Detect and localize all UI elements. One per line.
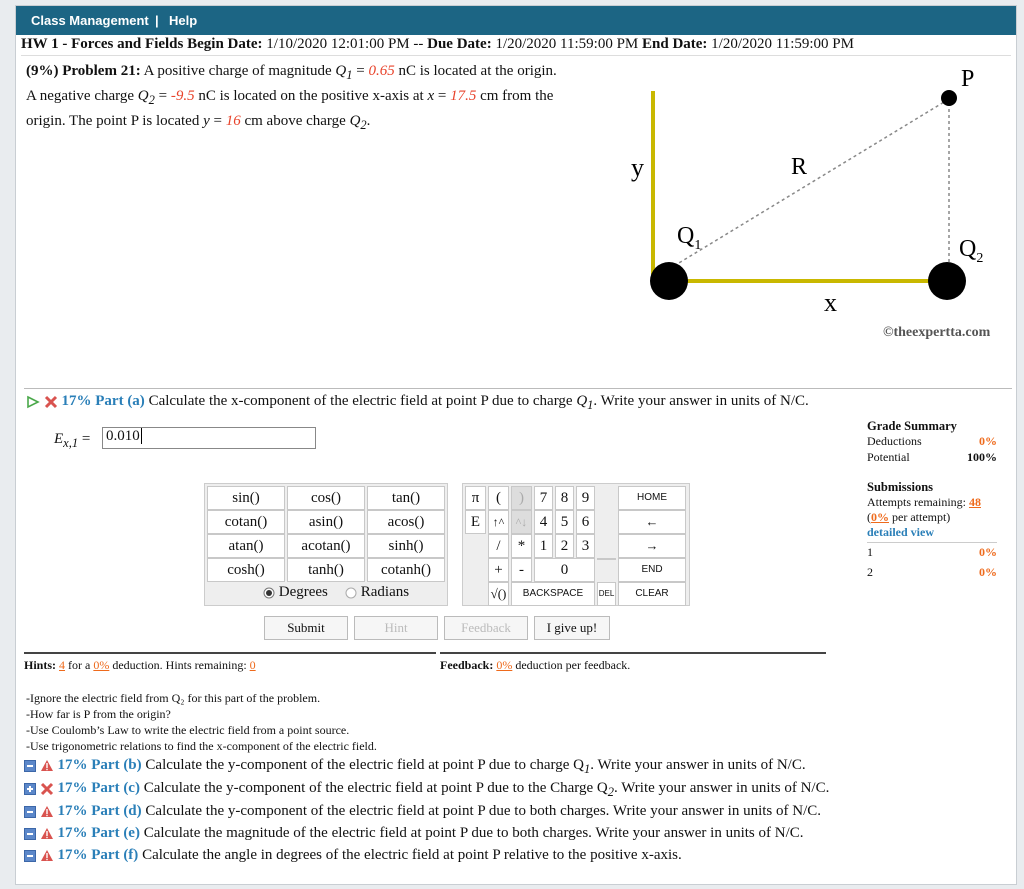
warning-icon <box>40 805 54 818</box>
calc-key-plus[interactable]: + <box>488 558 509 582</box>
warning-icon <box>40 849 54 862</box>
calc-key-right-arrow[interactable]: → <box>618 534 686 558</box>
feedback-text: deduction per feedback. <box>512 658 631 672</box>
calc-key-minus[interactable]: - <box>511 558 532 582</box>
part-a-percent: 17% Part (a) <box>61 393 145 409</box>
equals: = <box>209 113 226 129</box>
begin-date-value: 1/10/2020 12:01:00 PM -- <box>266 36 424 52</box>
q2-symbol: Q <box>349 113 361 129</box>
calc-key-down[interactable]: ^↓ <box>511 510 532 534</box>
part-b-row[interactable] <box>24 754 806 776</box>
calc-key-6[interactable]: 6 <box>576 510 595 534</box>
part-e-row[interactable] <box>24 822 804 844</box>
answer-value: 0.010 <box>106 428 140 444</box>
x-mark-icon <box>44 395 58 409</box>
calc-key-0[interactable]: 0 <box>534 558 595 582</box>
label-q1: $Q_1$ <box>677 223 702 253</box>
q1-charge-dot <box>650 262 688 300</box>
part-a-text: Calculate the x-component of the electric field at point P due to charge <box>148 393 573 409</box>
minus-box-icon[interactable] <box>24 828 36 840</box>
attempts-value: 48 <box>968 495 981 509</box>
part-b-tail: . Write your answer in units of N/C. <box>590 757 806 773</box>
detailed-view-link[interactable]: detailed view <box>867 525 934 539</box>
calc-key-left-arrow[interactable]: ← <box>618 510 686 534</box>
part-c-row[interactable] <box>24 777 829 799</box>
hint-button[interactable]: Hint <box>354 616 438 640</box>
attempts-label: Attempts remaining: <box>867 495 966 509</box>
q1-sub: 1 <box>346 68 353 82</box>
label-r: R <box>791 154 808 180</box>
hw-title: HW 1 - Forces and Fields <box>21 36 184 52</box>
calc-key-acos[interactable]: acos() <box>367 510 445 534</box>
calc-key-3[interactable]: 3 <box>576 534 595 558</box>
hint-item: -Ignore the electric field from Q₂ for this part of the problem. <box>26 691 321 705</box>
part-f-text: Calculate the angle in degrees of the electric field at point P relative to the positive x-axis. <box>142 847 682 863</box>
q1-symbol: Q <box>335 63 347 79</box>
problem-text: nC is located at the origin. <box>394 63 557 79</box>
problem-text: nC is located on the positive x-axis at <box>194 88 424 104</box>
part-c-percent: 17% Part (c) <box>57 780 140 796</box>
calc-key-dot[interactable] <box>597 558 616 560</box>
calc-key-1[interactable]: 1 <box>534 534 553 558</box>
hints-panel <box>24 652 436 754</box>
calc-key-8[interactable]: 8 <box>555 486 574 510</box>
calc-key-home[interactable]: HOME <box>618 486 686 510</box>
q2-sub: 2 <box>148 93 155 107</box>
calc-key-sinh[interactable]: sinh() <box>367 534 445 558</box>
submission-row <box>867 565 997 581</box>
problem-weight: (9%) <box>26 63 59 79</box>
calc-key-2[interactable]: 2 <box>555 534 574 558</box>
calc-key-cos[interactable]: cos() <box>287 486 365 510</box>
calc-key-cotanh[interactable]: cotanh() <box>367 558 445 582</box>
problem-label: Problem 21: <box>62 63 141 79</box>
radio-selected-icon <box>263 587 275 599</box>
submissions-title: Submissions <box>867 480 934 494</box>
function-keys <box>204 483 448 606</box>
part-d-row[interactable] <box>24 800 821 822</box>
calc-key-4[interactable]: 4 <box>534 510 553 534</box>
minus-box-icon[interactable] <box>24 760 36 772</box>
calc-key-end[interactable]: END <box>618 558 686 582</box>
hint-item: -Use trigonometric relations to find the x-component of the electric field. <box>26 739 377 753</box>
part-b-sub: 1 <box>584 762 591 776</box>
hint-item: -How far is P from the origin? <box>26 707 171 721</box>
q2-charge-dot <box>928 262 966 300</box>
feedback-button[interactable]: Feedback <box>444 616 528 640</box>
top-nav-bar <box>16 6 1016 35</box>
calc-key-asin[interactable]: asin() <box>287 510 365 534</box>
calc-key-lparen[interactable]: ( <box>488 486 509 510</box>
number-pad <box>462 483 690 606</box>
q2-value: -9.5 <box>170 88 195 104</box>
calc-key-clear[interactable]: CLEAR <box>618 582 686 606</box>
hints-pct: 0% <box>93 658 110 672</box>
hints-label: Hints: <box>24 658 57 672</box>
calc-key-5[interactable]: 5 <box>555 510 574 534</box>
problem-text: cm above charge <box>240 113 346 129</box>
submission-value: 0% <box>979 565 997 579</box>
q1-value: 0.65 <box>368 63 395 79</box>
nav-separator: | <box>155 13 159 28</box>
minus-box-icon[interactable] <box>24 806 36 818</box>
equals: = <box>434 88 451 104</box>
part-a-tail: . Write your answer in units of N/C. <box>593 393 809 409</box>
text-cursor <box>141 428 146 444</box>
calc-key-acotan[interactable]: acotan() <box>287 534 365 558</box>
y-value: 16 <box>225 113 241 129</box>
hint-item: -Use Coulomb’s Law to write the electric field from a point source. <box>26 723 350 737</box>
hints-count: 4 <box>59 658 66 672</box>
answer-input[interactable] <box>102 427 316 449</box>
submission-value: 0% <box>979 545 997 559</box>
problem-text: cm from the <box>476 88 554 104</box>
hints-remaining: 0 <box>249 658 256 672</box>
q2-symbol: Q <box>137 88 149 104</box>
radio-empty-icon <box>345 587 357 599</box>
assignment-header <box>21 36 1011 56</box>
submit-button[interactable]: Submit <box>264 616 348 640</box>
end-date-value: 1/20/2020 11:59:00 PM <box>711 36 854 52</box>
submission-number: 1 <box>867 545 873 559</box>
deductions-value: 0% <box>979 434 997 448</box>
grade-summary <box>867 419 997 581</box>
problem-text: . <box>366 113 371 129</box>
part-b-text: Calculate the y-component of the electric field at point P due to charge Q <box>145 757 585 773</box>
x-symbol: x <box>427 88 435 104</box>
problem-text: A positive charge of magnitude <box>143 63 332 79</box>
part-e-text: Calculate the magnitude of the electric field at point P due to both charges. Write your answer in units of N/C. <box>143 825 804 841</box>
hint-list <box>26 690 377 754</box>
calc-key-sin[interactable]: sin() <box>207 486 285 510</box>
part-d-percent: 17% Part (d) <box>57 803 142 819</box>
problem-text: A negative charge <box>26 88 135 104</box>
calc-key-7[interactable]: 7 <box>534 486 553 510</box>
part-c-tail: . Write your answer in units of N/C. <box>614 780 830 796</box>
charge-diagram <box>631 61 1011 351</box>
part-a-header[interactable] <box>26 393 809 413</box>
part-f-percent: 17% Part (f) <box>57 847 139 863</box>
deductions-label: Deductions <box>867 434 922 448</box>
submission-row <box>867 545 997 561</box>
due-date-value: 1/20/2020 11:59:00 PM <box>495 36 639 52</box>
copyright-text: ©theexpertta.com <box>883 325 991 340</box>
play-triangle-icon[interactable] <box>26 395 40 409</box>
calc-key-del[interactable]: DEL <box>597 582 616 606</box>
part-f-row[interactable] <box>24 844 682 866</box>
hints-text: deduction. Hints remaining: <box>109 658 250 672</box>
give-up-button[interactable]: I give up! <box>534 616 610 640</box>
part-e-percent: 17% Part (e) <box>57 825 140 841</box>
warning-icon <box>40 827 54 840</box>
q2-sub: 2 <box>360 118 367 132</box>
calc-key-atan[interactable]: atan() <box>207 534 285 558</box>
part-c-text: Calculate the y-component of the electric field at point P due to the Charge Q <box>143 780 608 796</box>
label-x: x <box>824 288 837 317</box>
nav-class-management[interactable]: Class Management <box>31 13 149 28</box>
plus-box-icon[interactable] <box>24 783 36 795</box>
warning-icon <box>40 759 54 772</box>
feedback-panel <box>440 652 826 754</box>
per-attempt-pct: 0% <box>871 510 889 524</box>
problem-frame <box>15 5 1017 885</box>
minus-box-icon[interactable] <box>24 850 36 862</box>
problem-text: origin. The point P is located <box>26 113 200 129</box>
calc-key-rparen[interactable]: ) <box>511 486 532 510</box>
answer-label <box>54 431 90 451</box>
x-value: 17.5 <box>450 88 477 104</box>
part-c-sub: 2 <box>607 785 614 799</box>
calc-key-e[interactable]: E <box>465 510 486 534</box>
calc-key-tan[interactable]: tan() <box>367 486 445 510</box>
nav-help[interactable]: Help <box>169 13 198 28</box>
part-b-percent: 17% Part (b) <box>57 757 142 773</box>
answer-equals: = <box>78 431 91 447</box>
label-p: P <box>961 66 975 92</box>
r-dashed-line <box>669 99 949 269</box>
calc-key-sqrt[interactable]: √() <box>488 582 509 606</box>
hints-text: for a <box>65 658 94 672</box>
section-divider <box>24 388 1012 389</box>
degrees-radio[interactable] <box>263 581 343 603</box>
point-p-dot <box>941 90 957 106</box>
feedback-label: Feedback: <box>440 658 494 672</box>
degrees-label: Degrees <box>278 584 328 600</box>
part-a-q-sub: 1 <box>587 398 594 412</box>
calc-key-tanh[interactable]: tanh() <box>287 558 365 582</box>
calc-key-power[interactable]: ↑^ <box>488 510 509 534</box>
label-y: y <box>631 153 644 182</box>
paren: ( <box>867 510 871 524</box>
y-symbol: y <box>203 113 210 129</box>
answer-variable-sub: x,1 <box>63 436 79 450</box>
submission-number: 2 <box>867 565 873 579</box>
part-a-q: Q <box>576 393 588 409</box>
grade-summary-title: Grade Summary <box>867 419 957 433</box>
part-d-text: Calculate the y-component of the electric field at point P due to both charges. Write your answer in units of N/C. <box>145 803 822 819</box>
label-q2: $Q_2$ <box>959 236 984 266</box>
radians-radio[interactable] <box>345 581 435 603</box>
begin-date-label: Begin Date: <box>187 36 263 52</box>
calc-key-9[interactable]: 9 <box>576 486 595 510</box>
answer-variable: E <box>54 431 64 447</box>
calc-key-multiply[interactable]: * <box>511 534 532 558</box>
calc-key-divide[interactable]: / <box>488 534 509 558</box>
x-mark-icon <box>40 782 54 796</box>
calc-key-backspace[interactable]: BACKSPACE <box>511 582 595 606</box>
problem-statement <box>26 61 636 136</box>
calc-key-cosh[interactable]: cosh() <box>207 558 285 582</box>
equals: = <box>352 63 369 79</box>
due-date-label: Due Date: <box>427 36 492 52</box>
radians-label: Radians <box>360 584 410 600</box>
per-attempt-text: per attempt) <box>889 510 951 524</box>
calc-key-pi[interactable]: π <box>465 486 486 510</box>
potential-label: Potential <box>867 450 910 464</box>
potential-value: 100% <box>967 450 997 464</box>
equals: = <box>154 88 171 104</box>
end-date-label: End Date: <box>642 36 708 52</box>
calc-key-cotan[interactable]: cotan() <box>207 510 285 534</box>
feedback-pct: 0% <box>496 658 513 672</box>
